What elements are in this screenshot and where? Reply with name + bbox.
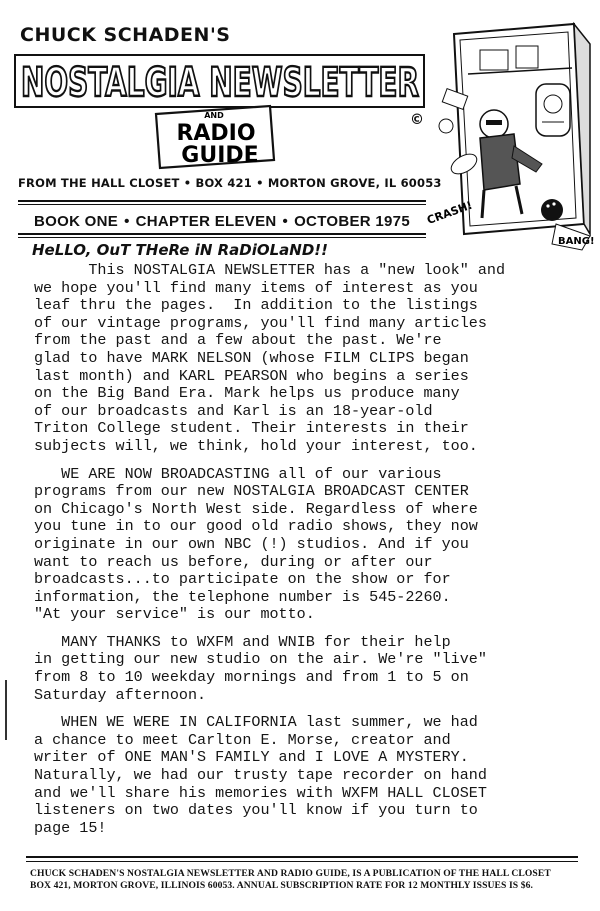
separator-dot: • — [124, 213, 130, 230]
text-line: Naturally, we had our trusty tape recorder on hand — [34, 766, 487, 785]
guide-label: GUIDE — [181, 143, 259, 168]
radio-guide-logo — [150, 100, 280, 172]
footer-rule-thin — [26, 861, 578, 862]
text-line: and we'll share his memories with WXFM HALL CLOSET — [34, 783, 487, 802]
title-text: NOSTALGIA NEWSLETTER — [21, 60, 419, 106]
address-line: FROM THE HALL CLOSET • BOX 421 • MORTON GROVE, IL 60053 — [18, 176, 442, 190]
and-label: AND — [204, 111, 224, 120]
text-line: WHEN WE WERE IN CALIFORNIA last summer, we had — [34, 713, 478, 732]
top-rule-thin — [18, 204, 426, 205]
text-line: you tune in to our good old radio shows, they now — [34, 517, 478, 536]
publication-notice — [30, 868, 575, 892]
text-line: broadcasts...to participate on the show or for — [34, 570, 451, 589]
footer-line: BOX 421, MORTON GROVE, ILLINOIS 60053. ANNUAL SUBSCRIPTION RATE FOR 12 MONTHLY ISSUES IS $6. — [30, 880, 534, 891]
text-line: "At your service" is our motto. — [34, 605, 315, 624]
hall-closet-cartoon-icon — [424, 14, 595, 254]
text-line: listeners on two dates you'll know if you turn to — [34, 801, 478, 820]
text-line: information, the telephone number is 545-2260. — [34, 587, 451, 606]
bottom-rule-thin — [18, 237, 426, 238]
article-paragraph — [34, 714, 584, 837]
text-line: MANY THANKS to WXFM and WNIB for their help — [34, 632, 451, 651]
text-line: from the past and a few about the past. We're — [34, 331, 442, 350]
text-line: on the Big Band Era. Mark helps us produce many — [34, 384, 460, 403]
text-line: Triton College student. Their interests in their — [34, 419, 469, 438]
text-line: we hope you'll find many items of interest as you — [34, 278, 478, 297]
article-paragraph — [34, 466, 584, 624]
text-line: a chance to meet Carlton E. Morse, creator and — [34, 730, 451, 749]
book-label: BOOK ONE — [34, 213, 119, 230]
article-body — [34, 262, 584, 847]
byline: CHUCK SCHADEN'S — [20, 24, 231, 46]
text-line: in getting our new studio on the air. We're "live" — [34, 650, 487, 669]
radio-label: RADIO — [176, 121, 256, 146]
greeting-heading: HeLLO, OuT THeRe iN RaDiOLaND!! — [32, 241, 328, 259]
text-line: on Chicago's North West side. Regardless of where — [34, 499, 478, 518]
crash-sound-effect: CRASH! — [425, 198, 475, 227]
text-line: leaf thru the pages. In addition to the listings — [34, 296, 478, 315]
text-line: of our broadcasts and Karl is an 18-year-old — [34, 401, 433, 420]
text-line: want to reach us before, during or after our — [34, 552, 433, 571]
separator-dot: • — [282, 213, 289, 230]
text-line: Saturday afternoon. — [34, 685, 207, 704]
bottom-rule — [18, 233, 426, 235]
text-line: programs from our new NOSTALGIA BROADCAST CENTER — [34, 482, 469, 501]
text-line: from 8 to 10 weekday mornings and from 1 to 5 on — [34, 668, 469, 687]
text-line: page 15! — [34, 818, 107, 837]
text-line: last month) and KARL PEARSON who begins a series — [34, 366, 469, 385]
copyright-mark: © — [410, 112, 424, 128]
margin-mark — [5, 680, 7, 740]
issue-date: OCTOBER 1975 — [294, 213, 410, 230]
chapter-label: CHAPTER ELEVEN — [135, 213, 277, 230]
text-line: writer of ONE MAN'S FAMILY and I LOVE A MYSTERY. — [34, 748, 469, 767]
text-line: originate in our own NBC (!) studios. And if you — [34, 534, 469, 553]
footer-line: CHUCK SCHADEN'S NOSTALGIA NEWSLETTER AND RADIO GUIDE, IS A PUBLICATION OF THE HALL CLOSET — [30, 868, 551, 879]
text-line: WE ARE NOW BROADCASTING all of our various — [34, 464, 442, 483]
footer-rule — [26, 856, 578, 858]
bang-sound-effect: BANG! — [558, 236, 595, 247]
text-line: glad to have MARK NELSON (whose FILM CLIPS began — [34, 348, 469, 367]
text-line: This NOSTALGIA NEWSLETTER has a "new look" and — [34, 261, 506, 279]
text-line: of our vintage programs, you'll find many articles — [34, 313, 487, 332]
issue-line — [34, 213, 410, 230]
article-paragraph — [34, 262, 584, 456]
top-rule — [18, 200, 426, 202]
article-paragraph — [34, 634, 584, 704]
text-line: subjects will, we think, hold your interest, too. — [34, 436, 478, 455]
